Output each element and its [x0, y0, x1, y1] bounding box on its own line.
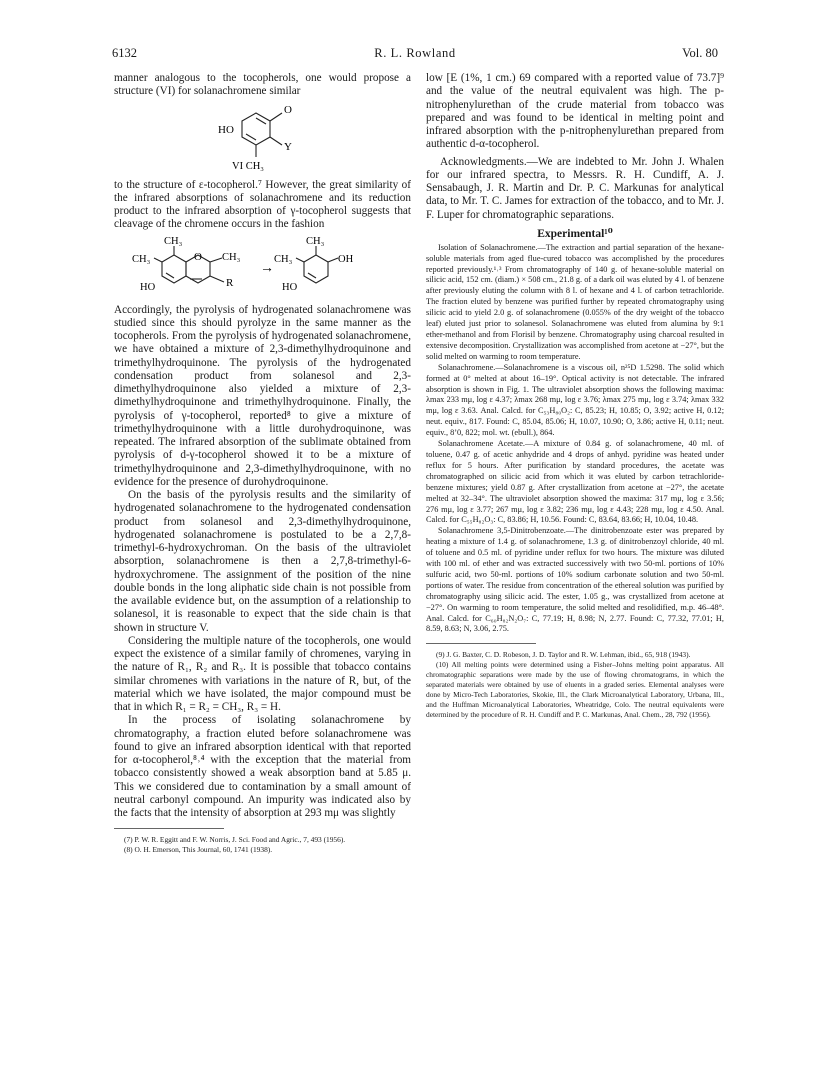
ring-oxygen: O	[284, 103, 292, 116]
left-column	[114, 72, 411, 855]
experimental-paragraph: Isolation of Solanachromene.—The extraction and partial separation of the hexane-soluble materials from aged flue-cured tobacco was accomplished by the procedures reported previously.¹˒³ From chromatography of 140 g. of hexane-soluble material on silicic acid, 152 cm. (diam.) × 508 cm., 21.8 g. of a dark oil was eluted by 4 l. of benzene after previously eluting the column with 8 l. of hexane and 4 l. of carbon tetrachloride. The fraction eluted by benzene was purified further by repeated chromatography using silicic acid to yield 2.0 g. of solanachromene (0.055% of the dry weight of the tobacco leaf) eluted just prior to solanesol. Solanachromene was eluted from alumina by 9:1 ether-methanol and from Florisil by benzene. Chromatography using charcoal resulted in extensive decomposition. Crystallization was accomplished from acetone at −27°, but the solid melted on warming to room temperature.	[426, 242, 724, 361]
footnote-rule	[426, 643, 536, 644]
methyl-label: CH₃	[306, 235, 325, 247]
body-paragraph: On the basis of the pyrolysis results and the similarity of hydrogenated solanachromene to the hydrogenated condensation product from solanesol and 2,3-dimethylhydroquinone, hydrogenated solanachromene is postulated to be a 2,7,8-trimethyl-6-hydroxychroman. On the basis of the ultraviolet absorption, solanachromene is then a 2,7,8-trimethyl-6-hydroxychromene. The assignment of the position of the nine double bonds in the long aliphatic side chain is not possible from the available evidence but, on the assumption of a relationship to solanesol, it is reasonable to expect that the side chain is that shown in structure V.	[114, 489, 411, 634]
hydroxyl-label: HO	[218, 123, 234, 136]
substituent-r: R	[226, 276, 234, 289]
experimental-paragraph: Solanachromene 3,5-Dinitrobenzoate.—The dinitrobenzoate ester was prepared by heating a mixture of 1.4 g. of solanachromene, 1.3 g. of dinitrobenzoyl chloride, 40 ml. of toluene and 0.5 ml. of pyridine under reflux for two hours. The mixture was diluted with 100 ml. of ether and was extracted successively with two 50-ml. portions of 10% sulfuric acid, two 50-ml. portions of 10% sodium carbonate solution and two 50-ml. portions of water. The residue from concentration of the ethereal solution was purified by chromatography using silicic acid. The ester, 1.05 g., was crystallized from acetone at −27°. On warming to room temperature, the solid melted and resolidified, m.p. 46–48°. Anal. Calcd. for C₆₀H₈₂N₂O₇: C, 77.19; H, 8.98; N, 2.77. Found: C, 77.32, 77.01; H, 8.59, 8.63; N, 3.06, 2.75.	[426, 526, 724, 634]
footnote: (8) O. H. Emerson, This Journal, 60, 1741 (1938).	[124, 845, 273, 855]
body-paragraph: In the process of isolating solanachromene by chromatography, a fraction eluted before solanachromene was found to give an infrared absorption identical with that reported for α-tocopherol,⁸˒⁴ with the exception that the material from tobacco consistently showed a weak absorption band at 5.85 μ. This we considered due to contamination by a small amount of neutral carbonyl compound. An impurity was indicated also by the facts that the intensity of absorption at 293 mμ was slightly	[114, 714, 411, 819]
footnote: (9) J. G. Baxter, C. D. Robeson, J. D. Taylor and R. W. Lehman, ibid., 65, 918 (1943).	[436, 650, 691, 660]
volume-label: Vol. 80	[682, 46, 718, 60]
structure-vi	[114, 99, 411, 179]
methyl-label: CH₃	[222, 251, 241, 263]
ring-oxygen: O	[194, 250, 202, 263]
experimental-paragraph: Solanachromene.—Solanachromene is a viscous oil, n²⁵D 1.5298. The solid which formed at 0° melted at about 16–19°. Optical activity is not detectable. The infrared absorption is shown in Fig. 1. The ultraviolet absorption shows the following maxima: λmax 233 mμ, log ε 4.37; λmax 268 mμ, log ε 3.76; λmax 275 mμ, log ε 3.74; λmax 332 mμ, log ε 3.63. Anal. Calcd. for C₅₃H₈₀O₂: C, 85.23; H, 10.85; O, 3.92; active H, 0.12; neut. equiv., 817. Found: C, 85.04, 85.06; H, 10.07, 10.90; O, 3.86; active H, 0.11; neut. equiv., 8’0, 822; mol. wt. (ebull.), 864.	[426, 362, 724, 438]
body-paragraph: low [E (1%, 1 cm.) 69 compared with a reported value of 73.7]⁹ and the value of the neutral equivalent was high. The p-nitrophenylurethan of the crude material from tobacco was prepared and was found to be identical in melting point and infrared absorption with the p-nitrophenylurethan prepared from authentic d-α-tocopherol.	[426, 72, 724, 151]
structure-label: VI CH₃	[232, 160, 264, 172]
substituent-y: Y	[284, 140, 292, 153]
right-column	[426, 72, 724, 720]
footnote: (7) P. W. R. Eggitt and F. W. Norris, J. Sci. Food and Agric., 7, 493 (1956).	[124, 835, 346, 845]
running-author: R. L. Rowland	[374, 46, 456, 60]
methyl-label: CH₃	[274, 253, 293, 265]
hydroxyl-label: HO	[282, 281, 298, 293]
body-paragraph: Accordingly, the pyrolysis of hydrogenated solanachromene was studied since this should pyrolyze in the same manner as the tocopherols. From the pyrolysis of hydrogenated solanachromene, we have obtained a mixture of 2,3-dimethylhydroquinone and trimethylhydroquinone. The pyrolysis of the hydrogenated condensation product from solanesol and 2,3-dimethylhydroquinone also yielded a mixture of 2,3-dimethylhydroquinone and trimethylhydroquinone. Finally, the pyrolysis of γ-tocopherol, reported⁸ to give a mixture of trimethylhydroquinone with a little durohydroquinone, was repeated. The infrared absorption of the sublimate obtained from pyrolysis of d-γ-tocopherol showed it to be a mixture of trimethylhydroquinone and 2,3-dimethylhydroquinone, with no evidence for the presence of durohydroquinone.	[114, 303, 411, 488]
acknowledgments: Acknowledgments.—We are indebted to Mr. John J. Whalen for our infrared spectra, to Messrs. R. H. Cundiff, A. J. Sensabaugh, J. R. Martin and Dr. P. C. Markunas for analytical data, to Mr. T. C. James for extraction of the tobacco, and to Mr. J. F. Luper for chromatographic separations.	[426, 155, 724, 221]
cleavage-scheme	[114, 232, 411, 304]
hydroxyl-label: HO	[140, 281, 156, 293]
body-paragraph: Considering the multiple nature of the tocopherols, one would expect the existence of a similar family of chromenes, varying in the nature of R₁, R₂ and R₃. It is possible that tobacco contains similar chromenes with variations in the nature of R, but, of the material which we have isolated, the major compound must be that in which R₁ = R₂ = CH₃, R₃ = H.	[114, 634, 411, 713]
running-header	[112, 46, 718, 62]
body-paragraph: manner analogous to the tocopherols, one would propose a structure (VI) for solanachromene similar	[114, 72, 411, 98]
methyl-label: CH₃	[164, 235, 183, 247]
page-number: 6132	[112, 46, 137, 60]
section-title: Experimental¹⁰	[537, 227, 613, 240]
experimental-paragraph: Solanachromene Acetate.—A mixture of 0.84 g. of solanachromene, 40 ml. of toluene, 0.47 g. of acetic anhydride and 4 drops of anhyd. pyridine was heated under reflux for 5 hours. After purification by standard procedures, the acetate was chromatographed on silicic acid from which it was eluted by carbon tetrachloride-benzene mixtures; yield 0.87 g. After crystallization from acetone at −27°, the acetate melted at 32–34°. The ultraviolet absorption showed the maxima: 317 mμ, log ε 3.56; 276 mμ, log ε 3.77; 267 mμ, log ε 3.82; 236 mμ, log ε 4.43; 228 mμ, log ε 4.50. Anal. Calcd. for C₅₅H₈₂O₃: C, 83.86; H, 10.56. Found: C, 83.64, 83.66; H, 10.04, 10.48.	[426, 439, 724, 525]
footnote: (10) All melting points were determined using a Fisher–Johns melting point apparatus. All chromatographic separations were made by the use of flowing chromatograms, in which the separated materials were obtained by use of eluents in a graded series. Elemental analyses were done by Micro-Tech Laboratories, Skokie, Ill., the Clark Microanalytical Laboratory, Urbana, Ill., and the Huffman Microanalytical Laboratories, Wheatridge, Colo. The neutral equivalents were determined by the procedure of R. H. Cundiff and P. C. Markunas, Anal. Chem., 28, 792 (1956).	[426, 660, 724, 720]
body-paragraph: to the structure of ε-tocopherol.⁷ However, the great similarity of the infrared absorptions of solanachromene and its reduction product to the infrared absorption of γ-tocopherol suggests that cleavage of the chromene occurs in the fashion	[114, 178, 411, 231]
reaction-arrow: →	[260, 260, 274, 276]
hydroxyl-label: OH	[338, 253, 354, 265]
footnote-rule	[114, 828, 224, 829]
methyl-label: CH₃	[132, 253, 151, 265]
